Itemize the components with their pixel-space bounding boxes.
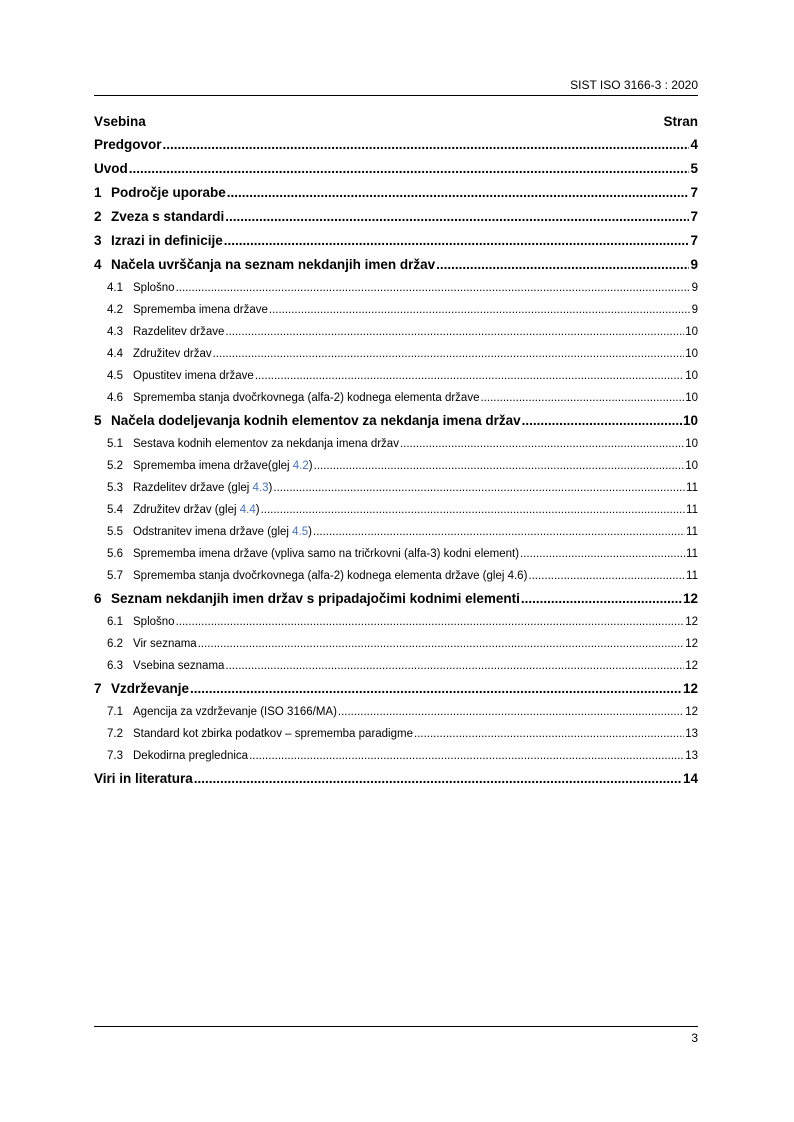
toc-entry-number: 2	[94, 209, 102, 224]
toc-entry[interactable]	[94, 157, 698, 181]
dot-leader	[313, 521, 685, 543]
toc-entry-title-end: )	[268, 482, 273, 494]
toc-entry-label	[107, 543, 519, 565]
toc-entry-number: 5.7	[107, 570, 123, 582]
toc-entry-label	[107, 499, 260, 521]
toc-entry-title: Vir seznama	[133, 638, 197, 650]
toc-entry-label	[94, 767, 193, 791]
toc-entry-page: 7	[690, 209, 698, 224]
toc-entry-title: Združitev držav (glej	[133, 504, 240, 516]
toc-entry-label	[107, 723, 413, 745]
toc-entry[interactable]	[94, 181, 698, 205]
toc-entry-label	[94, 205, 224, 229]
toc-entry-page: 11	[686, 504, 698, 516]
toc-entry[interactable]	[94, 701, 698, 723]
toc-entry-page: 10	[685, 370, 698, 382]
toc-entry[interactable]	[94, 633, 698, 655]
dot-leader	[225, 321, 684, 343]
toc-entry[interactable]	[94, 343, 698, 365]
toc-entry[interactable]	[94, 277, 698, 299]
toc-entry-title: Sprememba stanja dvočrkovnega (alfa-2) kodnega elementa države	[133, 392, 480, 404]
toc-entry[interactable]	[94, 587, 698, 611]
toc-entry-number: 4.4	[107, 348, 123, 360]
toc-entry[interactable]	[94, 365, 698, 387]
toc-entry-page: 13	[685, 750, 698, 762]
toc-entry-label	[94, 157, 128, 181]
toc-entry-number: 5.6	[107, 548, 123, 560]
toc-entry[interactable]	[94, 611, 698, 633]
dot-leader	[528, 565, 685, 587]
toc-entry-number: 7.3	[107, 750, 123, 762]
toc-entry[interactable]	[94, 253, 698, 277]
toc-entry-title: Področje uporabe	[111, 185, 226, 200]
toc-entry-title-end: )	[308, 526, 312, 538]
toc-entry-title: Razdelitev države	[133, 326, 225, 338]
dot-leader	[176, 277, 691, 299]
toc-entry-number: 5.3	[107, 482, 123, 494]
dot-leader	[198, 633, 684, 655]
toc-entry-title: Vzdrževanje	[111, 681, 190, 696]
dot-leader	[314, 455, 685, 477]
page-header	[94, 77, 698, 96]
toc-entry-page: 5	[690, 161, 698, 176]
toc-entry-title: Izrazi in definicije	[111, 233, 223, 248]
dot-leader	[520, 543, 685, 565]
toc-entry-title: Opustitev imena države	[133, 370, 254, 382]
toc-entry-title: Sprememba stanja dvočrkovnega (alfa-2) kodnega elementa države (glej 4.6)	[133, 570, 528, 582]
toc-entry-page: 12	[685, 616, 698, 628]
toc-entry-number: 6.3	[107, 660, 123, 672]
toc-entry-label	[94, 587, 520, 611]
toc-entry[interactable]	[94, 499, 698, 521]
toc-entry-label	[107, 387, 479, 409]
dot-leader	[521, 587, 682, 611]
dot-leader	[400, 433, 684, 455]
toc-entry[interactable]	[94, 477, 698, 499]
toc-entry[interactable]	[94, 745, 698, 767]
toc-entry-title: Sprememba imena države (vpliva samo na tričrkovni (alfa-3) kodni element)	[133, 548, 520, 560]
toc-entry-title: Razdelitev države (glej	[133, 482, 253, 494]
toc-entry-title: Načela uvrščanja na seznam nekdanjih imen držav	[111, 257, 436, 272]
toc-entry[interactable]	[94, 387, 698, 409]
dot-leader	[522, 409, 682, 433]
toc-entry-label	[107, 701, 337, 723]
toc-entry[interactable]	[94, 133, 698, 157]
toc-entry-page: 12	[685, 660, 698, 672]
toc-entry-title: Vsebina seznama	[133, 660, 225, 672]
toc-entry-page: 7	[690, 185, 698, 200]
toc-entry-title: Agencija za vzdrževanje (ISO 3166/MA)	[133, 706, 337, 718]
toc-entry-title: Seznam nekdanjih imen držav s pripadajočimi kodnimi elementi	[111, 591, 520, 606]
toc-entry-label	[107, 745, 248, 767]
toc-entry-page: 7	[690, 233, 698, 248]
toc-entry-number: 4.3	[107, 326, 123, 338]
toc-entry[interactable]	[94, 543, 698, 565]
dot-leader	[414, 723, 684, 745]
toc-entry-number: 7	[94, 681, 102, 696]
toc-entry-title-end: )	[308, 460, 313, 472]
toc-entry-title: Zveza s standardi	[111, 209, 225, 224]
toc-entry-title-end: )	[255, 504, 260, 516]
toc-entry-title: Sprememba imena države	[133, 304, 268, 316]
dot-leader	[249, 745, 684, 767]
toc-entry-number: 7.2	[107, 728, 123, 740]
toc-entry-number: 4	[94, 257, 102, 272]
toc-entry-title: Dekodirna preglednica	[133, 750, 249, 762]
toc-entry[interactable]	[94, 677, 698, 701]
toc-entry-title: Sestava kodnih elementov za nekdanja imena držav	[133, 438, 399, 450]
toc-entry-number: 4.2	[107, 304, 123, 316]
toc-entry-page: 12	[685, 706, 698, 718]
toc-entry[interactable]	[94, 321, 698, 343]
toc-entry-title: Splošno	[133, 282, 175, 294]
dot-leader	[225, 655, 684, 677]
dot-leader	[338, 701, 684, 723]
toc-entry-label	[107, 655, 224, 677]
toc-entry-label	[107, 477, 272, 499]
toc-entry-page: 9	[690, 257, 698, 272]
toc-entry-page: 11	[686, 482, 698, 494]
toc-entry[interactable]	[94, 521, 698, 543]
toc-entry-label	[107, 299, 268, 321]
dot-leader	[436, 253, 689, 277]
cross-reference-link[interactable]: 4.5	[292, 526, 309, 538]
toc-entry-number: 4.5	[107, 370, 123, 382]
dot-leader	[269, 299, 691, 321]
toc-entry-title: Viri in literatura	[94, 771, 193, 786]
toc-entry-label	[107, 455, 313, 477]
toc-entry-number: 7.1	[107, 706, 123, 718]
toc-entry-label	[94, 677, 189, 701]
toc-entry-page: 9	[691, 282, 698, 294]
dot-leader	[190, 677, 682, 701]
toc-entry-number: 6.2	[107, 638, 123, 650]
toc-entry-page: 12	[685, 638, 698, 650]
toc-entry[interactable]	[94, 229, 698, 253]
toc-entry-page: 9	[691, 304, 698, 316]
dot-leader	[213, 343, 685, 365]
toc-entry-page: 11	[686, 526, 698, 538]
toc-heading-page: Stran	[663, 114, 698, 129]
toc-entry-number: 5.1	[107, 438, 123, 450]
cross-reference-link[interactable]: 4.2	[292, 460, 309, 472]
toc-entry-number: 6.1	[107, 616, 123, 628]
toc-heading-contents: Vsebina	[94, 114, 146, 129]
toc-entry-label	[107, 611, 175, 633]
toc-entry[interactable]	[94, 205, 698, 229]
dot-leader	[255, 365, 684, 387]
toc-entry-title: Sprememba imena države(glej	[133, 460, 293, 472]
toc-entry-title: Načela dodeljevanja kodnih elementov za nekdanja imena držav	[111, 413, 521, 428]
toc-entry-page: 12	[682, 591, 698, 606]
toc-entry-label	[107, 565, 527, 587]
toc-entry-number: 6	[94, 591, 102, 606]
toc-entry-label	[107, 321, 224, 343]
toc-entry-page: 4	[690, 137, 698, 152]
toc-entry-number: 5.4	[107, 504, 123, 516]
cross-reference-link[interactable]: 4.3	[252, 482, 269, 494]
dot-leader	[176, 611, 685, 633]
toc-entry-label	[107, 521, 312, 543]
dot-leader	[163, 133, 690, 157]
toc-entry-label	[107, 433, 399, 455]
toc-entry-label	[94, 409, 521, 433]
toc-entry[interactable]	[94, 455, 698, 477]
toc-entries	[94, 133, 698, 791]
cross-reference-link[interactable]: 4.4	[239, 504, 256, 516]
toc-entry-number: 1	[94, 185, 102, 200]
dot-leader	[227, 181, 690, 205]
toc-heading	[94, 114, 698, 129]
toc-entry-number: 4.1	[107, 282, 123, 294]
toc-entry-number: 5	[94, 413, 102, 428]
toc-entry-title: Predgovor	[94, 137, 162, 152]
toc-entry-label	[107, 365, 254, 387]
toc-entry[interactable]	[94, 723, 698, 745]
toc-entry-page: 10	[685, 460, 698, 472]
toc-entry-page: 10	[685, 348, 698, 360]
dot-leader	[480, 387, 684, 409]
toc-entry[interactable]	[94, 565, 698, 587]
dot-leader	[224, 229, 690, 253]
toc-entry-page: 14	[682, 771, 698, 786]
toc-entry-label	[94, 229, 223, 253]
dot-leader	[129, 157, 690, 181]
page-number: 3	[691, 1031, 698, 1045]
dot-leader	[194, 767, 682, 791]
document-code: SIST ISO 3166-3 : 2020	[570, 78, 698, 92]
dot-leader	[225, 205, 689, 229]
dot-leader	[273, 477, 685, 499]
toc-entry-title: Splošno	[133, 616, 175, 628]
toc-entry-title: Standard kot zbirka podatkov – sprememba paradigme	[133, 728, 413, 740]
toc-entry[interactable]	[94, 299, 698, 321]
page-footer	[94, 1026, 698, 1045]
toc-entry-page: 10	[685, 438, 698, 450]
toc-entry-page: 12	[682, 681, 698, 696]
toc-entry[interactable]	[94, 433, 698, 455]
toc-entry[interactable]	[94, 655, 698, 677]
toc-entry-page: 10	[685, 392, 698, 404]
toc-entry-page: 11	[686, 570, 698, 582]
table-of-contents	[94, 104, 698, 791]
toc-entry-title: Združitev držav	[133, 348, 212, 360]
toc-entry-number: 5.2	[107, 460, 123, 472]
toc-entry-number: 5.5	[107, 526, 123, 538]
toc-entry-title: Odstranitev imena države (glej	[133, 526, 293, 538]
toc-entry-label	[94, 133, 162, 157]
toc-entry-page: 10	[685, 326, 698, 338]
toc-entry-label	[107, 343, 212, 365]
toc-entry-label	[107, 277, 175, 299]
toc-entry-page: 10	[682, 413, 698, 428]
toc-entry-title: Uvod	[94, 161, 128, 176]
toc-entry-label	[94, 253, 435, 277]
toc-entry-label	[107, 633, 197, 655]
toc-entry-number: 3	[94, 233, 102, 248]
toc-entry-page: 13	[685, 728, 698, 740]
toc-entry-number: 4.6	[107, 392, 123, 404]
toc-entry-label	[94, 181, 226, 205]
toc-entry[interactable]	[94, 767, 698, 791]
toc-entry-page: 11	[686, 548, 698, 560]
toc-entry[interactable]	[94, 409, 698, 433]
dot-leader	[261, 499, 685, 521]
